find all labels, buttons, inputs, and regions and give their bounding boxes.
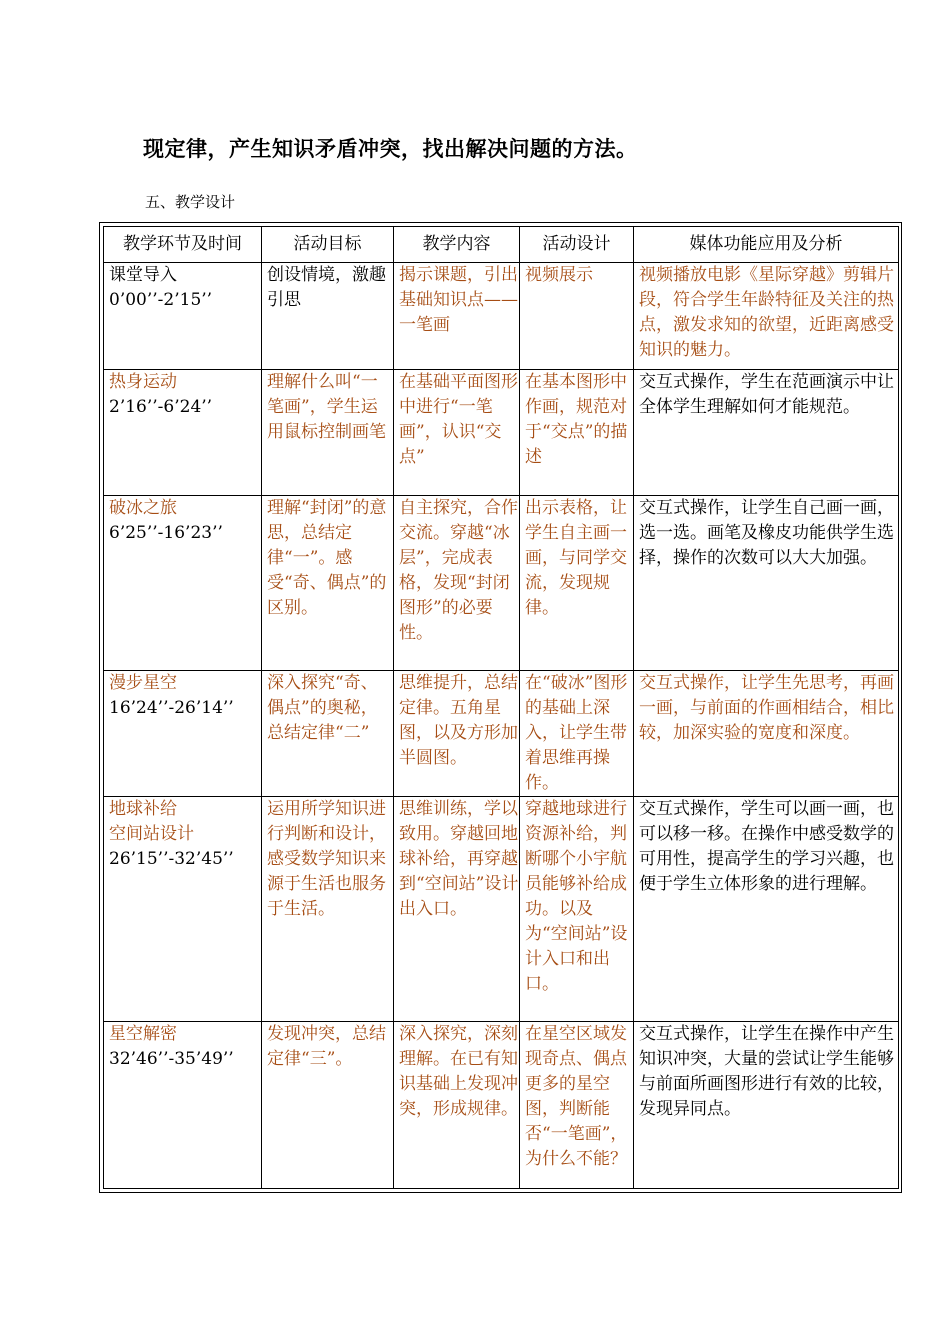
header-goal: 活动目标 <box>262 227 394 263</box>
media-cell: 视频播放电影《星际穿越》剪辑片段，符合学生年龄特征及关注的热点，激发求知的欲望，近距离感受知识的魅力。 <box>634 263 899 370</box>
stage-name: 热身运动 <box>109 372 177 392</box>
goal-cell: 理解什么叫“一笔画”，学生运用鼠标控制画笔 <box>262 370 394 496</box>
table-row <box>104 797 899 1022</box>
table-row <box>104 263 899 370</box>
stage-name: 地球补给 <box>109 799 177 819</box>
content-cell: 自主探究，合作交流。穿越“冰层”，完成表格，发现“封闭图形”的必要性。 <box>394 496 520 671</box>
design-cell: 穿越地球进行资源补给，判断哪个小宇航员能够补给成功。以及为“空间站”设计入口和出口。 <box>520 797 634 1022</box>
media-cell: 交互式操作，学生可以画一画，也可以移一移。在操作中感受数学的可用性，提高学生的学习兴趣，也便于学生立体形象的进行理解。 <box>634 797 899 1022</box>
media-cell: 交互式操作，让学生先思考，再画一画，与前面的作画相结合，相比较，加深实验的宽度和深度。 <box>634 671 899 797</box>
goal-cell: 创设情境，激趣引思 <box>262 263 394 370</box>
stage-cell <box>104 370 262 496</box>
stage-name: 破冰之旅 <box>109 498 177 518</box>
table-row <box>104 496 899 671</box>
stage-name: 漫步星空 <box>109 673 177 693</box>
design-cell: 视频展示 <box>520 263 634 370</box>
stage-cell <box>104 797 262 1022</box>
goal-cell: 深入探究“奇、偶点”的奥秘，总结定律“二” <box>262 671 394 797</box>
design-cell: 出示表格，让学生自主画一画，与同学交流，发现规律。 <box>520 496 634 671</box>
goal-cell: 发现冲突，总结定律“三”。 <box>262 1022 394 1189</box>
table-row <box>104 1022 899 1189</box>
content-cell: 思维提升，总结定律。五角星图，以及方形加半圆图。 <box>394 671 520 797</box>
stage-name: 课堂导入 <box>109 265 177 285</box>
content-cell: 在基础平面图形中进行“一笔画”，认识“交点” <box>394 370 520 496</box>
media-cell: 交互式操作，学生在范画演示中让全体学生理解如何才能规范。 <box>634 370 899 496</box>
stage-time: 0’00’’-2’15’’ <box>109 290 213 310</box>
header-stage: 教学环节及时间 <box>104 227 262 263</box>
teaching-design-table <box>103 226 899 1189</box>
lead-paragraph: 现定律，产生知识矛盾冲突，找出解决问题的方法。 <box>143 136 638 161</box>
section-title: 五、教学设计 <box>145 193 236 211</box>
content-cell: 揭示课题，引出基础知识点——一笔画 <box>394 263 520 370</box>
design-cell: 在“破冰”图形的基础上深入，让学生带着思维再操作。 <box>520 671 634 797</box>
media-cell: 交互式操作，让学生自己画一画，选一选。画笔及橡皮功能供学生选择，操作的次数可以大大加强。 <box>634 496 899 671</box>
goal-cell: 理解“封闭”的意思，总结定律“一”。感受“奇、偶点”的区别。 <box>262 496 394 671</box>
stage-time: 16’24’’-26’14’’ <box>109 698 234 718</box>
header-content: 教学内容 <box>394 227 520 263</box>
stage-cell <box>104 671 262 797</box>
content-cell: 思维训练，学以致用。穿越回地球补给，再穿越到“空间站”设计出入口。 <box>394 797 520 1022</box>
stage-time: 2’16’’-6’24’’ <box>109 397 213 417</box>
table-row <box>104 370 899 496</box>
header-row <box>104 227 899 263</box>
stage-time: 26’15’’-32’45’’ <box>109 849 234 869</box>
header-media: 媒体功能应用及分析 <box>634 227 899 263</box>
stage-name: 星空解密 <box>109 1024 177 1044</box>
stage-cell <box>104 1022 262 1189</box>
header-design: 活动设计 <box>520 227 634 263</box>
goal-cell: 运用所学知识进行判断和设计，感受数学知识来源于生活也服务于生活。 <box>262 797 394 1022</box>
table-row <box>104 671 899 797</box>
media-cell: 交互式操作，让学生在操作中产生知识冲突，大量的尝试让学生能够与前面所画图形进行有效的比较，发现异同点。 <box>634 1022 899 1189</box>
stage-time: 32’46’’-35’49’’ <box>109 1049 234 1069</box>
stage-name-2: 空间站设计 <box>109 824 194 844</box>
content-cell: 深入探究，深刻理解。在已有知识基础上发现冲突，形成规律。 <box>394 1022 520 1189</box>
stage-time: 6’25’’-16’23’’ <box>109 523 223 543</box>
design-cell: 在星空区域发现奇点、偶点更多的星空图，判断能否“一笔画”，为什么不能？ <box>520 1022 634 1189</box>
stage-cell <box>104 496 262 671</box>
stage-cell <box>104 263 262 370</box>
design-cell: 在基本图形中作画，规范对于“交点”的描述 <box>520 370 634 496</box>
